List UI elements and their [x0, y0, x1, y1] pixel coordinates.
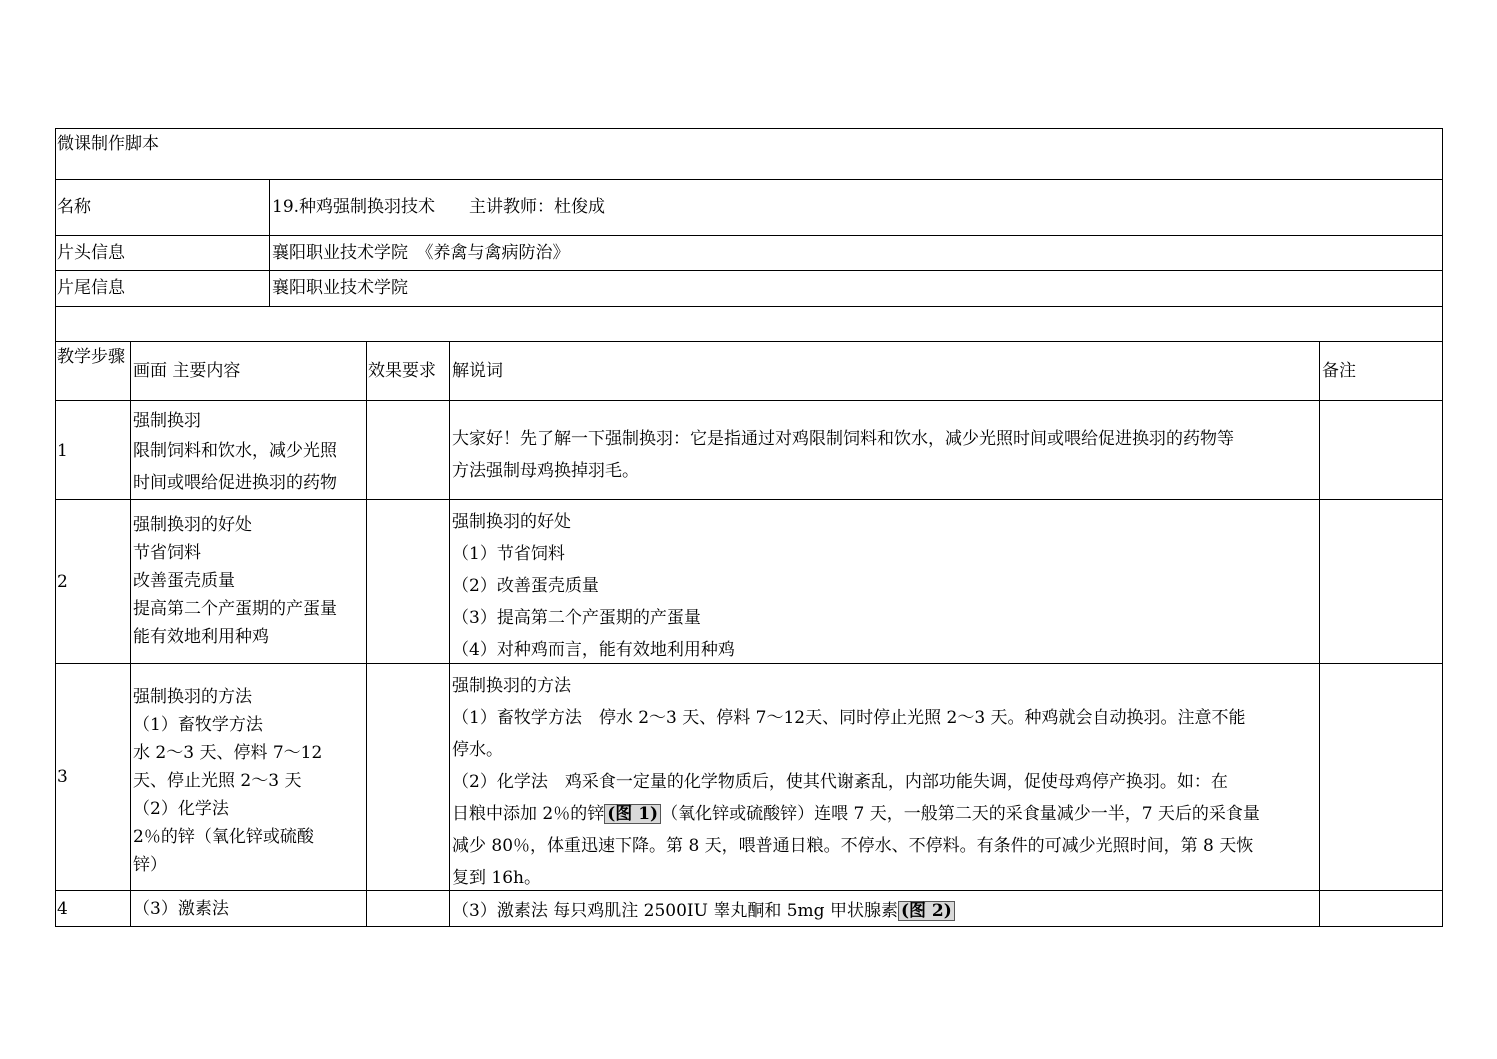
content-line: 能有效地利用种鸡	[133, 627, 269, 647]
content-line: 强制换羽	[133, 411, 201, 431]
header-effect: 效果要求	[368, 361, 436, 381]
narration-line: （4）对种鸡而言，能有效地利用种鸡	[452, 640, 735, 660]
row-divider	[55, 663, 1443, 664]
col-divider	[130, 341, 131, 927]
row2-step: 2	[57, 572, 68, 592]
header-notes: 备注	[1322, 361, 1356, 381]
row1-step: 1	[57, 441, 68, 461]
narration-line: （1）节省饲料	[452, 544, 565, 564]
figure-2-link[interactable]: (图 2)	[898, 901, 955, 921]
row-divider	[55, 235, 1443, 236]
narration-line: （2）化学法 鸡采食一定量的化学物质后，使其代谢紊乱，内部功能失调，促使母鸡停产换羽。如：在	[452, 772, 1228, 792]
row3-content	[133, 683, 322, 879]
table-border-right	[1442, 128, 1443, 927]
header-content: 画面 主要内容	[133, 361, 241, 381]
table-border-bottom	[55, 926, 1443, 927]
tail-info-value: 襄阳职业技术学院	[272, 278, 408, 298]
content-line: 限制饲料和饮水，减少光照	[133, 441, 337, 461]
content-line: 强制换羽的好处	[133, 515, 252, 535]
narration-segment: 日粮中添加 2％的锌	[452, 804, 605, 824]
row1-content	[133, 407, 337, 499]
tail-info-label: 片尾信息	[57, 278, 125, 298]
header-narration: 解说词	[452, 361, 503, 381]
content-line: 锌）	[133, 855, 167, 875]
row2-content	[133, 511, 337, 651]
content-line: 强制换羽的方法	[133, 687, 252, 707]
content-line: 天、停止光照 2～3 天	[133, 771, 302, 791]
header-step: 教学步骤	[57, 347, 125, 367]
narration-line: 停水。	[452, 740, 503, 760]
row1-narration	[452, 423, 1234, 487]
narration-line: 强制换羽的好处	[452, 512, 571, 532]
row-divider	[55, 341, 1443, 342]
row3-step: 3	[57, 767, 68, 787]
content-line: （1）畜牧学方法	[133, 715, 263, 735]
content-line: 2％的锌（氧化锌或硫酸	[133, 827, 314, 847]
head-info-label: 片头信息	[57, 243, 125, 263]
narration-line: （2）改善蛋壳质量	[452, 576, 599, 596]
narration-line: 方法强制母鸡换掉羽毛。	[452, 461, 639, 481]
row4-step: 4	[57, 899, 68, 919]
narration-line	[452, 798, 1260, 830]
narration-segment: （3）激素法 每只鸡肌注 2500IU 睾丸酮和 5mg 甲状腺素	[452, 901, 898, 921]
content-line: 提高第二个产蛋期的产蛋量	[133, 599, 337, 619]
narration-segment: （氧化锌或硫酸锌）连喂 7 天，一般第二天的采食量减少一半，7 天后的采食量	[661, 804, 1260, 824]
row-divider	[55, 179, 1443, 180]
narration-line: （1）畜牧学方法 停水 2～3 天、停料 7～12天、同时停止光照 2～3 天。种鸡就会自动换羽。注意不能	[452, 708, 1246, 728]
content-line: 改善蛋壳质量	[133, 571, 235, 591]
content-line: 水 2～3 天、停料 7～12	[133, 743, 323, 763]
row3-narration	[452, 670, 1260, 894]
row4-content: （3）激素法	[133, 899, 229, 919]
narration-line: （3）提高第二个产蛋期的产蛋量	[452, 608, 701, 628]
figure-1-link[interactable]: (图 1)	[604, 804, 661, 824]
content-line: 时间或喂给促进换羽的药物	[133, 473, 337, 493]
head-info-value: 襄阳职业技术学院 《养禽与禽病防治》	[272, 243, 570, 263]
narration-line: 复到 16h。	[452, 868, 541, 888]
script-title: 微课制作脚本	[57, 134, 159, 154]
content-line: （2）化学法	[133, 799, 229, 819]
narration-line: 减少 80％，体重迅速下降。第 8 天，喂普通日粮。不停水、不停料。有条件的可减少光照时间，第 8 天恢	[452, 836, 1254, 856]
narration-line: 强制换羽的方法	[452, 676, 571, 696]
col-divider	[449, 341, 450, 927]
row-divider	[55, 499, 1443, 500]
table-border-top	[55, 128, 1443, 129]
row4-narration	[452, 897, 955, 925]
col-divider	[1319, 341, 1320, 927]
table-border-left	[55, 128, 56, 927]
name-label: 名称	[57, 197, 91, 217]
col-divider	[366, 341, 367, 927]
col-divider	[269, 179, 270, 307]
narration-line: 大家好！先了解一下强制换羽：它是指通过对鸡限制饲料和饮水，减少光照时间或喂给促进换羽的药物等	[452, 429, 1234, 449]
content-line: 节省饲料	[133, 543, 201, 563]
name-value: 19.种鸡强制换羽技术 主讲教师：杜俊成	[272, 197, 606, 217]
row-divider	[55, 270, 1443, 271]
row-divider	[55, 400, 1443, 401]
row-divider	[55, 306, 1443, 307]
row2-narration	[452, 506, 735, 666]
